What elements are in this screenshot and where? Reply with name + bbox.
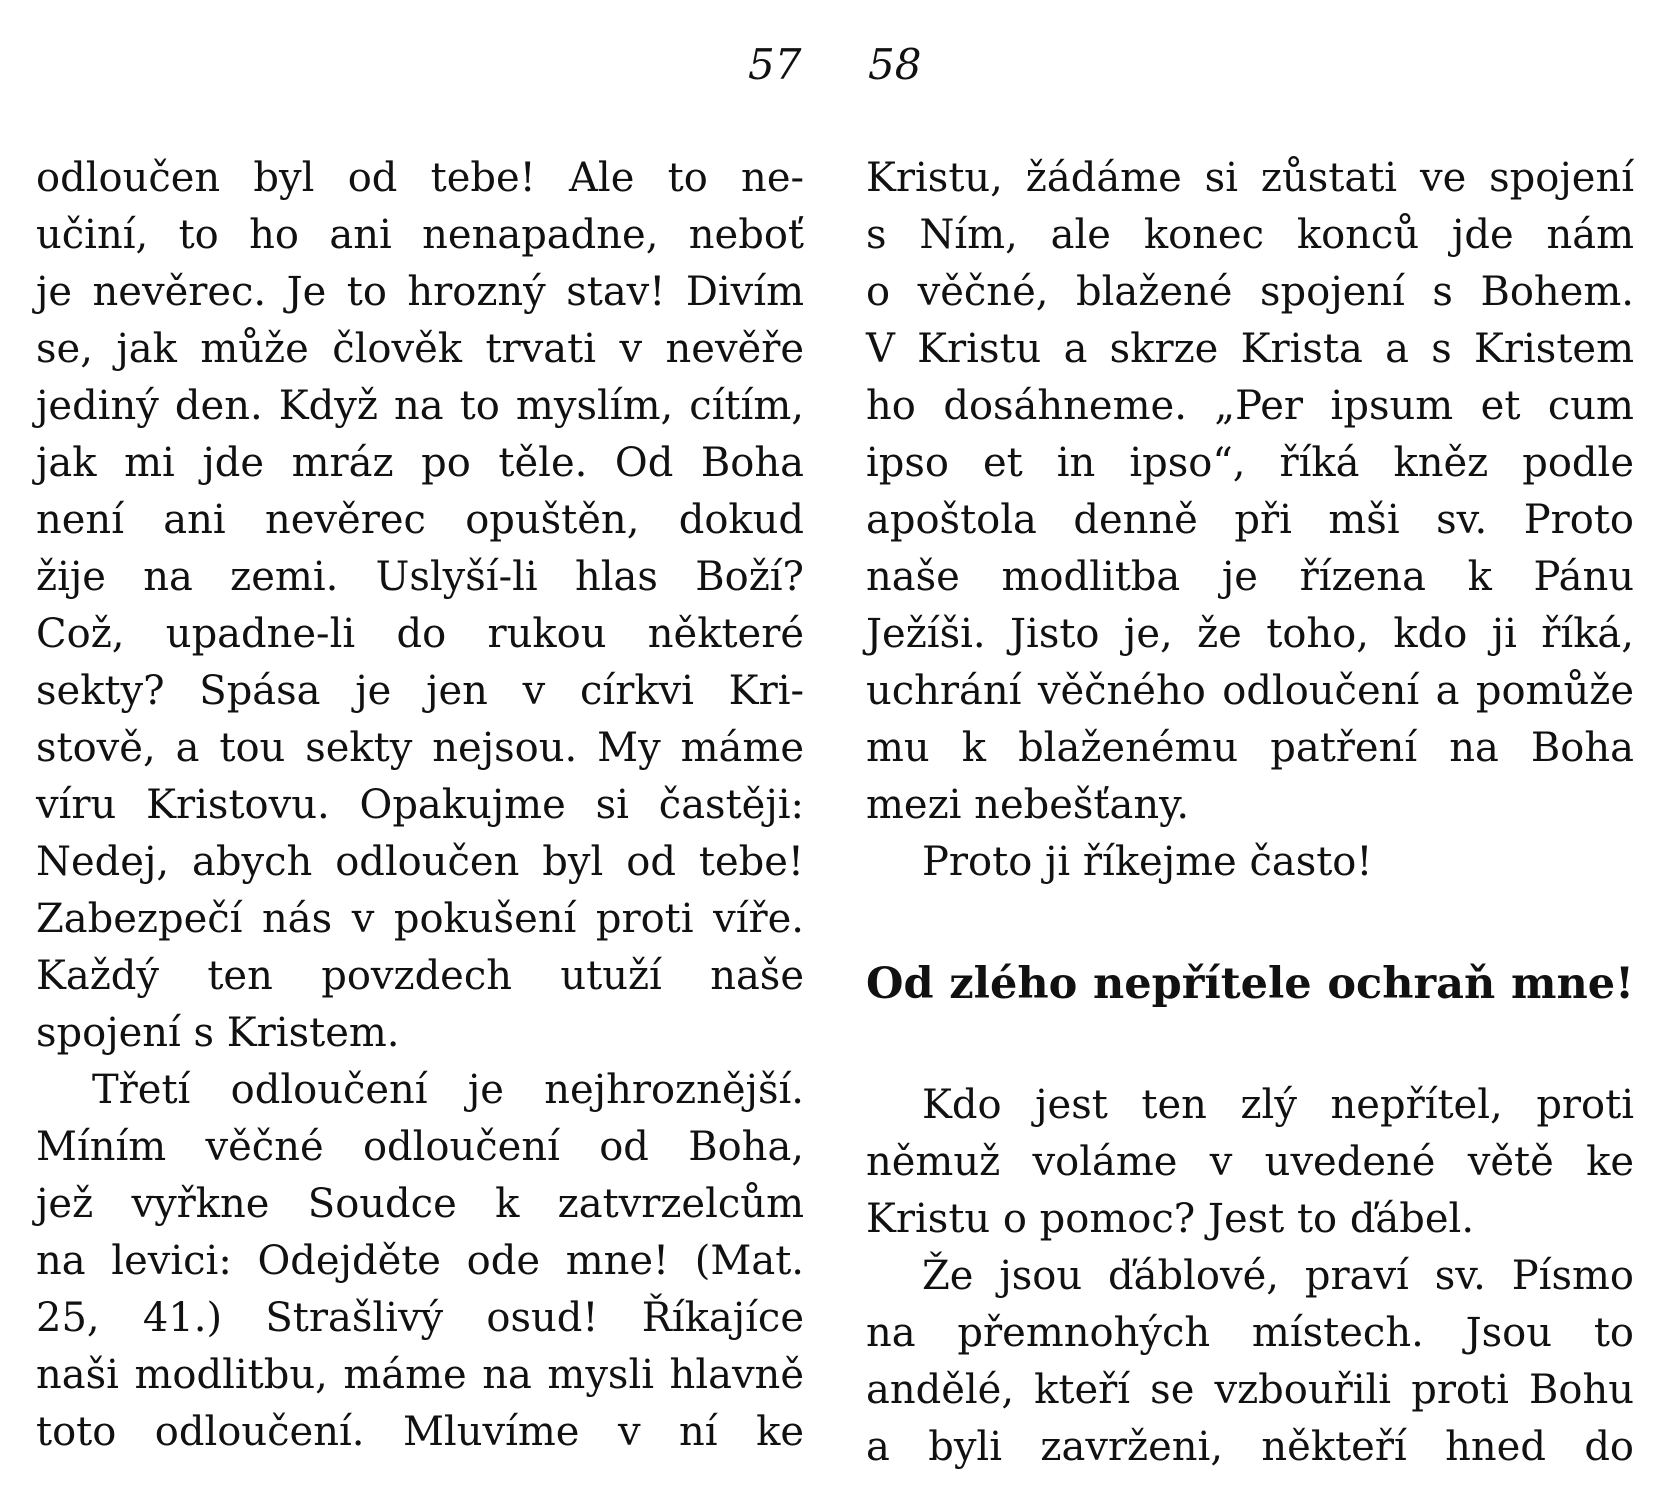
- text-line: andělé, kteří se vzbouřili proti Bohu: [866, 1367, 1634, 1413]
- text-line: jediný den. Když na to myslím, cítím,: [36, 383, 804, 429]
- left-column: [36, 150, 804, 1461]
- text-line: Proto ji říkejme často!: [922, 839, 1373, 885]
- text-line: toto odloučení. Mluvíme v ní ke: [36, 1409, 804, 1455]
- text-line: jež vyřkne Soudce k zatvrzelcům: [36, 1181, 804, 1227]
- text-line: němuž voláme v uvedené větě ke: [866, 1139, 1634, 1185]
- text-line: učiní, to ho ani nenapadne, neboť: [36, 212, 804, 258]
- page-number-left: 57: [748, 40, 802, 89]
- text-line: Zabezpečí nás v pokušení proti víře.: [36, 896, 804, 942]
- text-line: naše modlitba je řízena k Pánu: [866, 554, 1634, 600]
- text-line: o věčné, blažené spojení s Bohem.: [866, 269, 1634, 315]
- text-line: žije na zemi. Uslyší-li hlas Boží?: [36, 554, 804, 600]
- text-line: Ježíši. Jisto je, že toho, kdo ji říká,: [866, 611, 1634, 657]
- section-heading: Od zlého nepřítele ochraň mne!: [866, 959, 1634, 1009]
- section-gap: [866, 1015, 1634, 1077]
- page-number-right: 58: [868, 40, 922, 89]
- text-line: mezi nebešťany.: [866, 782, 1190, 828]
- text-line: Nedej, abych odloučen byl od tebe!: [36, 839, 804, 885]
- text-line: víru Kristovu. Opakujme si častěji:: [36, 782, 804, 828]
- text-line: odloučen byl od tebe! Ale to ne-: [36, 155, 804, 201]
- text-line: uchrání věčného odloučení a pomůže: [866, 668, 1634, 714]
- text-line: na levici: Odejděte ode mne! (Mat.: [36, 1238, 804, 1284]
- text-line: naši modlitbu, máme na mysli hlavně: [36, 1352, 804, 1398]
- text-line: na přemnohých místech. Jsou to: [866, 1310, 1634, 1356]
- text-line: se, jak může člověk trvati v nevěře: [36, 326, 804, 372]
- text-line: spojení s Kristem.: [36, 1010, 400, 1056]
- text-line: ho dosáhneme. „Per ipsum et cum: [866, 383, 1634, 429]
- text-line: stově, a tou sekty nejsou. My máme: [36, 725, 804, 771]
- right-column: [866, 150, 1634, 1476]
- text-line: Že jsou ďáblové, praví sv. Písmo: [922, 1253, 1634, 1299]
- text-line: Kristu o pomoc? Jest to ďábel.: [866, 1196, 1475, 1242]
- text-line: ipso et in ipso“, říká kněz podle: [866, 440, 1634, 486]
- text-line: Třetí odloučení je nejhroznější.: [92, 1067, 804, 1113]
- text-line: 25, 41.) Strašlivý osud! Říkajíce: [36, 1295, 804, 1341]
- text-line: není ani nevěrec opuštěn, dokud: [36, 497, 804, 543]
- text-line: jak mi jde mráz po těle. Od Boha: [36, 440, 804, 486]
- text-line: s Ním, ale konec konců jde nám: [866, 212, 1634, 258]
- text-line: Což, upadne-li do rukou některé: [36, 611, 804, 657]
- text-line: Kristu, žádáme si zůstati ve spojení: [866, 155, 1634, 201]
- text-line: je nevěrec. Je to hrozný stav! Divím: [36, 269, 804, 315]
- text-line: a byli zavrženi, někteří hned do: [866, 1424, 1634, 1470]
- section-gap: [866, 891, 1634, 953]
- text-line: Každý ten povzdech utuží naše: [36, 953, 804, 999]
- text-line: Kdo jest ten zlý nepřítel, proti: [922, 1082, 1634, 1128]
- text-line: sekty? Spása je jen v církvi Kri-: [36, 668, 804, 714]
- text-line: Míním věčné odloučení od Boha,: [36, 1124, 804, 1170]
- text-line: mu k blaženému patření na Boha: [866, 725, 1634, 771]
- text-line: apoštola denně při mši sv. Proto: [866, 497, 1634, 543]
- text-line: V Kristu a skrze Krista a s Kristem: [866, 326, 1634, 372]
